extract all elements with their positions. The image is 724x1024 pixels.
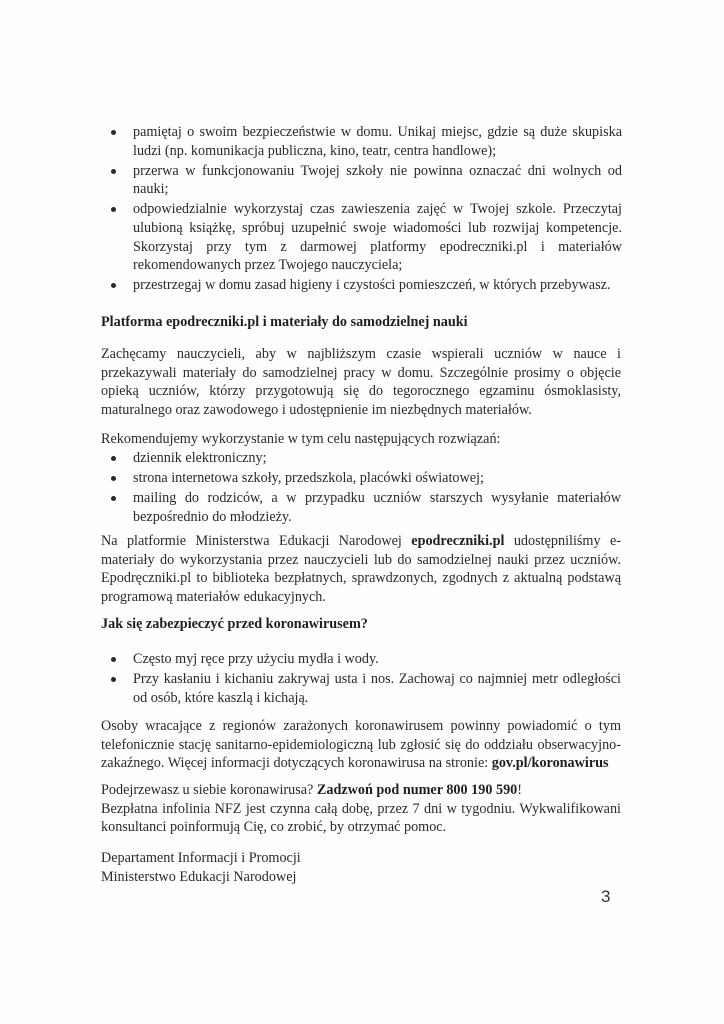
returning-paragraph: Osoby wracające z regionów zarażonych koronawirusem powinny powiadomić o tym telefonicznie stację sanitarno-epidemiologiczną lub zgłosić się do oddziału obserwacyjno-zakaźnego. Więcej informacji dotyczących koronawirusa na stronie: gov.pl/koronawirus: [101, 718, 621, 772]
protection-bullet-list: [101, 650, 621, 709]
list-item: mailing do rodziców, a w przypadku uczniów starszych wysyłanie materiałów bezpośrednio do młodzieży.: [101, 489, 621, 526]
teachers-paragraph: Zachęcamy nauczycieli, aby w najbliższym czasie wspierali uczniów w nauce i przekazywali materiały do samodzielnej pracy w domu. Szczególnie prosimy o objęcie opieką uczniów, którzy przygotowują się do tegorocznego egzaminu ósmoklasisty, maturalnego oraz zawodowego i udostępnienie im niezbędnych materiałów.: [101, 346, 621, 418]
list-item: dziennik elektroniczny;: [101, 449, 621, 468]
signature-ministry: Ministerstwo Edukacji Narodowej: [101, 868, 297, 885]
bullet-icon: [111, 657, 116, 662]
signature-department: Departament Informacji i Promocji: [101, 850, 301, 866]
list-item: odpowiedzialnie wykorzystaj czas zawieszenia zajęć w Twojej szkole. Przeczytaj ulubioną książkę, spróbuj uzupełnić swoje wiadomości lub rozwijaj kompetencje. Skorzystaj przy tym z darmowej platformy epodreczniki.pl i materiałów rekomendowanych przez Twojego nauczyciela;: [101, 200, 622, 274]
bullet-icon: [111, 283, 116, 288]
epodreczniki-link: epodreczniki.pl: [411, 533, 505, 549]
bullet-icon: [111, 496, 116, 501]
bullet-icon: [111, 169, 116, 174]
list-item: przestrzegaj w domu zasad higieny i czystości pomieszczeń, w których przebywasz.: [101, 276, 622, 295]
hotline-paragraph: Podejrzewasz u siebie koronawirusa? Zadzwoń pod numer 800 190 590! Bezpłatna infolinia NFZ jest czynna całą dobę, przez 7 dni w tygodniu. Wykwalifikowani konsultanci poinformują Cię, co zrobić, by otrzymać pomoc.: [101, 782, 621, 836]
recommend-list: [101, 449, 621, 528]
bullet-icon: [111, 476, 116, 481]
platform-paragraph: Na platformie Ministerstwa Edukacji Narodowej epodreczniki.pl udostępniliśmy e-materiały do wykorzystania przez nauczycieli lub do samodzielnej nauki przez uczniów. Epodręczniki.pl to biblioteka bezpłatnych, sprawdzonych, zgodnych z aktualną podstawą programową materiałów edukacyjnych.: [101, 533, 621, 605]
intro-bullet-list: [101, 123, 622, 296]
list-item: Przy kasłaniu i kichaniu zakrywaj usta i nos. Zachowaj co najmniej metr odległości od osób, które kaszlą i kichają.: [101, 670, 621, 707]
section-heading-platform: Platforma epodreczniki.pl i materiały do samodzielnej nauki: [101, 314, 468, 330]
page-number: 3: [601, 887, 611, 906]
bullet-icon: [111, 130, 116, 135]
list-item: pamiętaj o swoim bezpieczeństwie w domu. Unikaj miejsc, gdzie są duże skupiska ludzi (np. komunikacja publiczna, kino, teatr, centra handlowe);: [101, 123, 622, 160]
list-item: przerwa w funkcjonowaniu Twojej szkoły nie powinna oznaczać dni wolnych od nauki;: [101, 162, 622, 199]
hotline-number: Zadzwoń pod numer 800 190 590: [316, 782, 518, 798]
recommend-intro: Rekomendujemy wykorzystanie w tym celu następujących rozwiązań:: [101, 431, 501, 447]
list-item: Często myj ręce przy użyciu mydła i wody.: [101, 650, 621, 669]
bullet-icon: [111, 456, 116, 461]
section-heading-protection: Jak się zabezpieczyć przed koronawirusem?: [101, 616, 368, 632]
bullet-icon: [111, 207, 116, 212]
gov-koronawirus-link: gov.pl/koronawirus: [491, 755, 609, 772]
bullet-icon: [111, 677, 116, 682]
list-item: strona internetowa szkoły, przedszkola, placówki oświatowej;: [101, 469, 621, 488]
signature: [101, 849, 621, 886]
